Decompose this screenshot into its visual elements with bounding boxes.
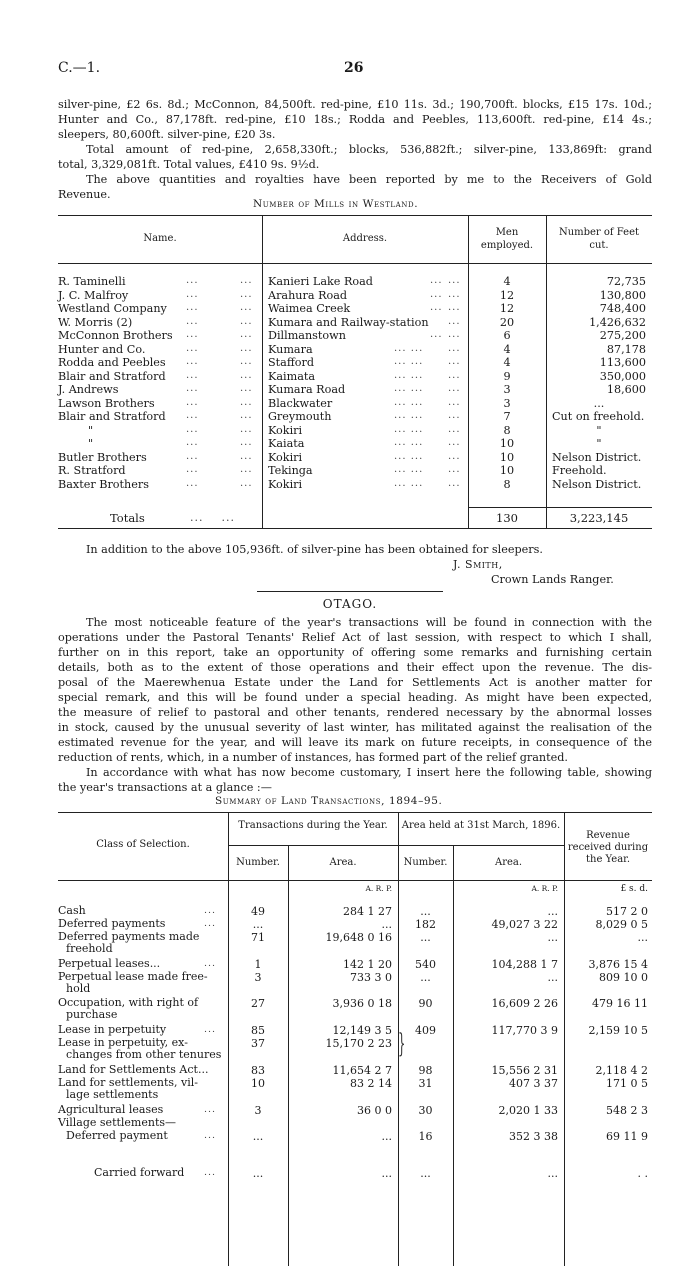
mill-address: Tekinga [268, 464, 313, 477]
leader-dots: ... [186, 315, 199, 327]
mills-totals-men: 130 [496, 511, 518, 525]
units-money: £ s. d. [620, 884, 648, 894]
leader-dots: ... [448, 275, 461, 286]
otago-para-line: special remark, and this will be found under a special heading. As might have been expected, [58, 691, 652, 704]
selection-class: Deferred payment [66, 1129, 168, 1142]
leader-dots: ... [240, 329, 253, 340]
summary-table-caption: Summary of Land Transactions, 1894–95. [215, 795, 443, 807]
leader-dots: ... [448, 315, 461, 327]
otago-para-line: in stock, caused by the unusual severity of last winter, has militated against the realisation of the [58, 721, 652, 734]
leader-dots: ... [204, 958, 217, 969]
summary-header-revenue: Revenue received during the Year. [567, 830, 649, 865]
revenue: ... [637, 931, 648, 944]
brace: } [398, 1029, 406, 1059]
leader-dots: ... [204, 1104, 217, 1115]
held-area: ... [547, 905, 558, 918]
mill-feet: " [596, 423, 602, 437]
selection-class: freehold [66, 942, 113, 955]
transactions-number: 37 [251, 1037, 265, 1050]
selection-class: Perpetual lease made free- [58, 970, 208, 983]
transactions-area: 142 1 20 [343, 958, 392, 971]
leader-dots: ... [186, 288, 199, 300]
page-number: 26 [344, 60, 364, 76]
leader-dots: ... [448, 410, 461, 421]
leader-dots: ... [240, 423, 253, 435]
intro-line: Hunter and Co., 87,178ft. red-pine, £10 18s.; Rodda and Peebles, 113,600ft. red-pine, £14 4s.; [58, 113, 652, 126]
held-area: 16,609 2 26 [491, 997, 558, 1010]
mill-address: Kumara [268, 342, 313, 356]
mill-address: Kaiata [268, 437, 305, 450]
held-number: 98 [418, 1064, 433, 1077]
leader-dots: ... [186, 356, 199, 367]
mill-feet: 748,400 [599, 302, 646, 315]
transactions-number: 71 [251, 931, 265, 944]
mill-name: Westland Company [58, 302, 167, 315]
leader-dots: ... [448, 342, 461, 354]
leader-dots: ... ... [394, 450, 424, 462]
mills-totals-label: Totals [110, 511, 145, 525]
held-area: ... [547, 931, 558, 944]
mill-feet: ... [593, 396, 605, 410]
leader-dots: ... [448, 329, 461, 340]
otago-para-line: The most noticeable feature of the year's transactions will be found in connection with the [86, 616, 652, 629]
transactions-number: 83 [251, 1064, 265, 1077]
mill-men: 6 [503, 329, 511, 342]
mill-address: Kaimata [268, 369, 316, 383]
mill-address: Arahura Road [268, 288, 348, 302]
transactions-number: 10 [251, 1077, 265, 1090]
transactions-area: 83 2 14 [350, 1077, 392, 1090]
selection-class: purchase [66, 1008, 118, 1021]
held-number: ... [420, 1167, 431, 1180]
transactions-area: 11,654 2 7 [332, 1064, 392, 1077]
revenue: 548 2 3 [606, 1104, 648, 1117]
mill-feet: 113,600 [599, 356, 646, 369]
leader-dots: ... ... [190, 511, 235, 524]
mill-men: 8 [503, 423, 511, 437]
mill-name: " [88, 437, 94, 450]
otago-para-line: operations under the Pastoral Tenants' Relief Act of last session, with respect to which I shall, [58, 631, 652, 644]
leader-dots: ... ... [394, 369, 424, 381]
mills-table-caption: Number of Mills in Westland. [253, 198, 419, 210]
leader-dots: ... [448, 369, 461, 381]
otago-para-line: details, both as to the extent of those operations and their effect upon the revenue. The dis- [58, 661, 652, 674]
mill-feet: " [596, 437, 602, 450]
mill-address: Blackwater [268, 396, 333, 410]
mills-header-feet: Number of Feet cut. [558, 227, 640, 251]
transactions-number: ... [252, 1167, 264, 1180]
mill-feet: Freehold. [552, 464, 607, 477]
transactions-area: 19,648 0 16 [325, 931, 392, 944]
leader-dots: ... [430, 329, 443, 340]
otago-para-line: the measure of relief to pastoral and other tenants, rendered necessary by the abnormal losses [58, 706, 652, 719]
otago-para-line: reduction of rents, which, in a number of instances, has formed part of the relief granted. [58, 751, 568, 764]
held-area: 15,556 2 31 [491, 1064, 558, 1077]
leader-dots: ... [186, 477, 199, 489]
mill-men: 12 [499, 288, 515, 302]
leader-dots: ... [240, 275, 253, 286]
leader-dots: ... [240, 369, 253, 381]
mill-feet: Nelson District. [552, 450, 642, 464]
leader-dots: ... [240, 464, 253, 475]
revenue: 517 2 0 [606, 905, 648, 918]
revenue: 809 10 0 [599, 971, 648, 984]
mill-men: 4 [503, 356, 511, 369]
mill-feet: Nelson District. [552, 477, 642, 491]
transactions-number: ... [252, 1130, 264, 1143]
mill-address: Kokiri [268, 477, 303, 491]
mill-men: 4 [503, 342, 511, 356]
leader-dots: ... [186, 437, 199, 448]
held-number: 16 [418, 1130, 433, 1143]
leader-dots: ... [186, 464, 199, 475]
leader-dots: ... [448, 437, 461, 448]
leader-dots: ... [448, 450, 461, 462]
mill-address: Greymouth [268, 410, 332, 423]
mill-men: 4 [503, 275, 511, 288]
mill-men: 10 [499, 437, 515, 450]
revenue: 69 11 9 [606, 1130, 648, 1143]
section-heading-otago: OTAGO. [322, 597, 378, 611]
revenue: 171 0 5 [606, 1077, 648, 1090]
mill-address: Kokiri [268, 450, 303, 464]
leader-dots: ... [186, 423, 199, 435]
units-acres: A. R. P. [531, 884, 558, 893]
mill-feet: Cut on freehold. [552, 410, 645, 423]
mill-name: Baxter Brothers [58, 477, 149, 491]
revenue: 479 16 11 [592, 997, 648, 1010]
transactions-area: ... [381, 1167, 392, 1180]
intro-line: total, 3,329,081ft. Total values, £410 9s. 9½d. [58, 158, 320, 171]
held-number: 409 [415, 1024, 436, 1037]
mills-totals-feet: 3,223,145 [569, 511, 629, 525]
leader-dots: ... [448, 288, 461, 300]
leader-dots: ... [430, 288, 443, 300]
selection-class: lage settlements [66, 1088, 159, 1101]
mill-name: W. Morris (2) [58, 315, 133, 329]
mill-name: Blair and Stratford [58, 369, 166, 383]
leader-dots: ... [430, 302, 443, 313]
leader-dots: ... [430, 275, 443, 286]
selection-class: Deferred payments made [58, 930, 200, 943]
held-number: ... [420, 905, 431, 918]
mill-address: Kanieri Lake Road [268, 275, 373, 288]
selection-class: Deferred payments [58, 917, 166, 930]
leader-dots: ... ... [394, 437, 424, 448]
mill-feet: 275,200 [599, 329, 646, 342]
summary-header-class: Class of Selection. [96, 839, 190, 850]
held-number: 31 [418, 1077, 433, 1090]
mill-men: 3 [503, 383, 511, 396]
selection-class: Land for Settlements Act... [58, 1063, 209, 1076]
leader-dots: ... [204, 918, 217, 929]
summary-header-h-area: Area. [494, 857, 523, 868]
leader-dots: ... [240, 315, 253, 327]
mills-header-address: Address. [342, 233, 388, 244]
mill-men: 10 [499, 450, 515, 464]
selection-class: Land for settlements, vil- [58, 1076, 199, 1089]
leader-dots: ... [186, 410, 199, 421]
leader-dots: ... [448, 464, 461, 475]
leader-dots: ... [448, 423, 461, 435]
leader-dots: ... [448, 383, 461, 394]
mill-name: Rodda and Peebles [58, 356, 166, 369]
leader-dots: ... [240, 356, 253, 367]
held-area: 104,288 1 7 [491, 958, 558, 971]
signature-title: Crown Lands Ranger. [491, 573, 614, 586]
leader-dots: ... ... [394, 464, 424, 475]
transactions-number: 3 [254, 1104, 262, 1117]
mill-feet: 18,600 [606, 383, 646, 396]
mill-address: Dillmanstown [268, 329, 346, 342]
otago-para-line: estimated revenue for the year, and will leave its mark on future receipts, in consequence of the [58, 736, 652, 749]
leader-dots: ... [186, 450, 199, 462]
mill-men: 20 [499, 315, 515, 329]
mill-name: R. Taminelli [58, 275, 126, 288]
revenue: 2,118 4 2 [595, 1064, 648, 1077]
leader-dots: ... [240, 450, 253, 462]
mill-men: 8 [503, 477, 511, 491]
transactions-area: ... [381, 1130, 392, 1143]
units-acres: A. R. P. [365, 884, 392, 893]
mill-feet: 87,178 [606, 342, 646, 356]
leader-dots: ... [186, 342, 199, 354]
leader-dots: ... [186, 396, 199, 408]
mill-address: Kokiri [268, 423, 303, 437]
leader-dots: ... [204, 1024, 217, 1035]
intro-line: Total amount of red-pine, 2,658,330ft.; blocks, 536,882ft.; silver-pine, 133,869ft: grand [86, 143, 652, 156]
transactions-area: 284 1 27 [343, 905, 392, 918]
mills-header-men: Men employed. [480, 227, 534, 251]
mill-feet: 1,426,632 [589, 315, 646, 329]
mill-name: J. C. Malfroy [58, 288, 129, 302]
held-number: 540 [415, 958, 436, 971]
held-area: 407 3 37 [509, 1077, 558, 1090]
transactions-number: 1 [254, 958, 262, 971]
held-number: 182 [415, 918, 436, 931]
held-area: 352 3 38 [509, 1130, 558, 1143]
leader-dots: ... [240, 288, 253, 300]
held-area: 117,770 3 9 [491, 1024, 558, 1037]
transactions-number: 27 [251, 997, 265, 1010]
mill-address: Kumara Road [268, 383, 346, 396]
leader-dots: ... ... [394, 342, 424, 354]
transactions-area: 12,149 3 5 [332, 1024, 392, 1037]
mill-name: R. Stratford [58, 464, 126, 477]
mill-men: 3 [503, 396, 511, 410]
leader-dots: ... [240, 477, 253, 489]
transactions-number: 3 [254, 971, 262, 984]
leader-dots: ... [240, 396, 253, 408]
mill-name: Butler Brothers [58, 450, 147, 464]
held-area: 2,020 1 33 [498, 1104, 558, 1117]
otago-para-line: posal of the Maerewhenua Estate under the Land for Settlements Act is another matter for [58, 676, 652, 689]
leader-dots: ... [186, 383, 199, 394]
mill-name: McConnon Brothers [58, 329, 173, 342]
leader-dots: ... [240, 437, 253, 448]
transactions-number: 49 [251, 905, 265, 918]
selection-class: Occupation, with right of [58, 996, 199, 1009]
selection-class: Perpetual leases... [58, 957, 161, 970]
mill-feet: 130,800 [599, 288, 646, 302]
leader-dots: ... ... [394, 477, 424, 489]
held-area: 49,027 3 22 [491, 918, 558, 931]
mill-men: 10 [499, 464, 515, 477]
intro-line: The above quantities and royalties have been reported by me to the Receivers of Gold [86, 173, 652, 186]
transactions-area: 3,936 0 18 [332, 997, 392, 1010]
intro-line: sleepers, 80,600ft. silver-pine, £20 3s. [58, 128, 276, 141]
otago-para-line: further on in this report, take an opportunity of offering some remarks and furnishing certain [58, 646, 652, 659]
held-number: ... [420, 931, 431, 944]
leader-dots: ... [204, 905, 217, 916]
mill-men: 7 [503, 410, 511, 423]
leader-dots: ... [448, 356, 461, 367]
transactions-area: 15,170 2 23 [325, 1037, 392, 1050]
held-area: ... [547, 1167, 558, 1180]
mills-header-name: Name. [143, 233, 177, 244]
transactions-number: 85 [251, 1024, 265, 1037]
sleepers-note: In addition to the above 105,936ft. of silver-pine has been obtained for sleepers. [86, 543, 543, 556]
page-header [58, 60, 650, 80]
transactions-area: 733 3 0 [350, 971, 392, 984]
summary-header-transactions: Transactions during the Year. [238, 820, 388, 831]
mill-address: Kumara and Railway-station [268, 315, 429, 329]
summary-header-h-number: Number. [403, 857, 448, 868]
leader-dots: ... ... [394, 383, 424, 394]
mill-men: 12 [499, 302, 515, 315]
selection-class: Agricultural leases [58, 1103, 164, 1116]
selection-class: Lease in perpetuity, ex- [58, 1036, 188, 1049]
summary-header-area-held: Area held at 31st March, 1896. [401, 820, 561, 831]
summary-header-t-area: Area. [329, 857, 357, 868]
selection-class: hold [66, 982, 91, 995]
held-area: ... [547, 971, 558, 984]
leader-dots: ... [204, 1167, 217, 1178]
intro-line: Revenue. [58, 188, 111, 201]
mill-feet: 350,000 [599, 369, 646, 383]
signature-name: J. Smith, [453, 558, 503, 571]
leader-dots: ... [204, 1130, 217, 1141]
mill-men: 9 [503, 369, 511, 383]
leader-dots: ... [186, 275, 199, 286]
leader-dots: ... [240, 383, 253, 394]
mill-name: Lawson Brothers [58, 396, 155, 410]
selection-class: changes from other tenures [66, 1048, 222, 1061]
leader-dots: ... [186, 329, 199, 340]
held-number: ... [420, 971, 431, 984]
summary-header-t-number: Number. [236, 857, 280, 868]
leader-dots: ... [186, 369, 199, 381]
mill-name: " [88, 423, 94, 437]
mill-address: Stafford [268, 356, 315, 369]
mill-address: Waimea Creek [268, 302, 351, 315]
leader-dots: ... [240, 342, 253, 354]
revenue: 8,029 0 5 [595, 918, 648, 931]
selection-class: Village settlements— [58, 1116, 177, 1129]
transactions-number: ... [252, 918, 264, 931]
leader-dots: ... ... [394, 356, 424, 367]
held-number: 30 [418, 1104, 433, 1117]
revenue: 2,159 10 5 [588, 1024, 648, 1037]
mill-feet: 72,735 [606, 275, 646, 288]
transactions-area: ... [381, 918, 392, 931]
mill-name: Hunter and Co. [58, 342, 146, 356]
otago-para-line: In accordance with what has now become customary, I insert here the following table, showing [86, 766, 652, 779]
leader-dots: ... [448, 302, 461, 313]
otago-para-line: the year's transactions at a glance :— [58, 781, 272, 794]
held-number: 90 [418, 997, 433, 1010]
leader-dots: ... [448, 396, 461, 408]
leader-dots: ... [240, 410, 253, 421]
selection-class: Lease in perpetuity [58, 1023, 167, 1036]
selection-class: Carried forward [94, 1166, 185, 1179]
mill-name: J. Andrews [58, 383, 119, 396]
selection-class: Cash [58, 904, 86, 917]
leader-dots: ... ... [394, 423, 424, 435]
document-reference: C.—1. [58, 60, 101, 76]
leader-dots: ... [448, 477, 461, 489]
transactions-area: 36 0 0 [357, 1104, 392, 1117]
leader-dots: ... ... [394, 410, 424, 421]
mill-name: Blair and Stratford [58, 410, 166, 423]
revenue: 3,876 15 4 [588, 958, 648, 971]
leader-dots: ... [186, 302, 199, 313]
revenue: . . [637, 1167, 648, 1180]
intro-line: silver-pine, £2 6s. 8d.; McConnon, 84,500ft. red-pine, £10 11s. 3d.; 190,700ft. blocks, £15 17s. 10d.; [58, 98, 652, 111]
leader-dots: ... [240, 302, 253, 313]
leader-dots: ... ... [394, 396, 424, 408]
